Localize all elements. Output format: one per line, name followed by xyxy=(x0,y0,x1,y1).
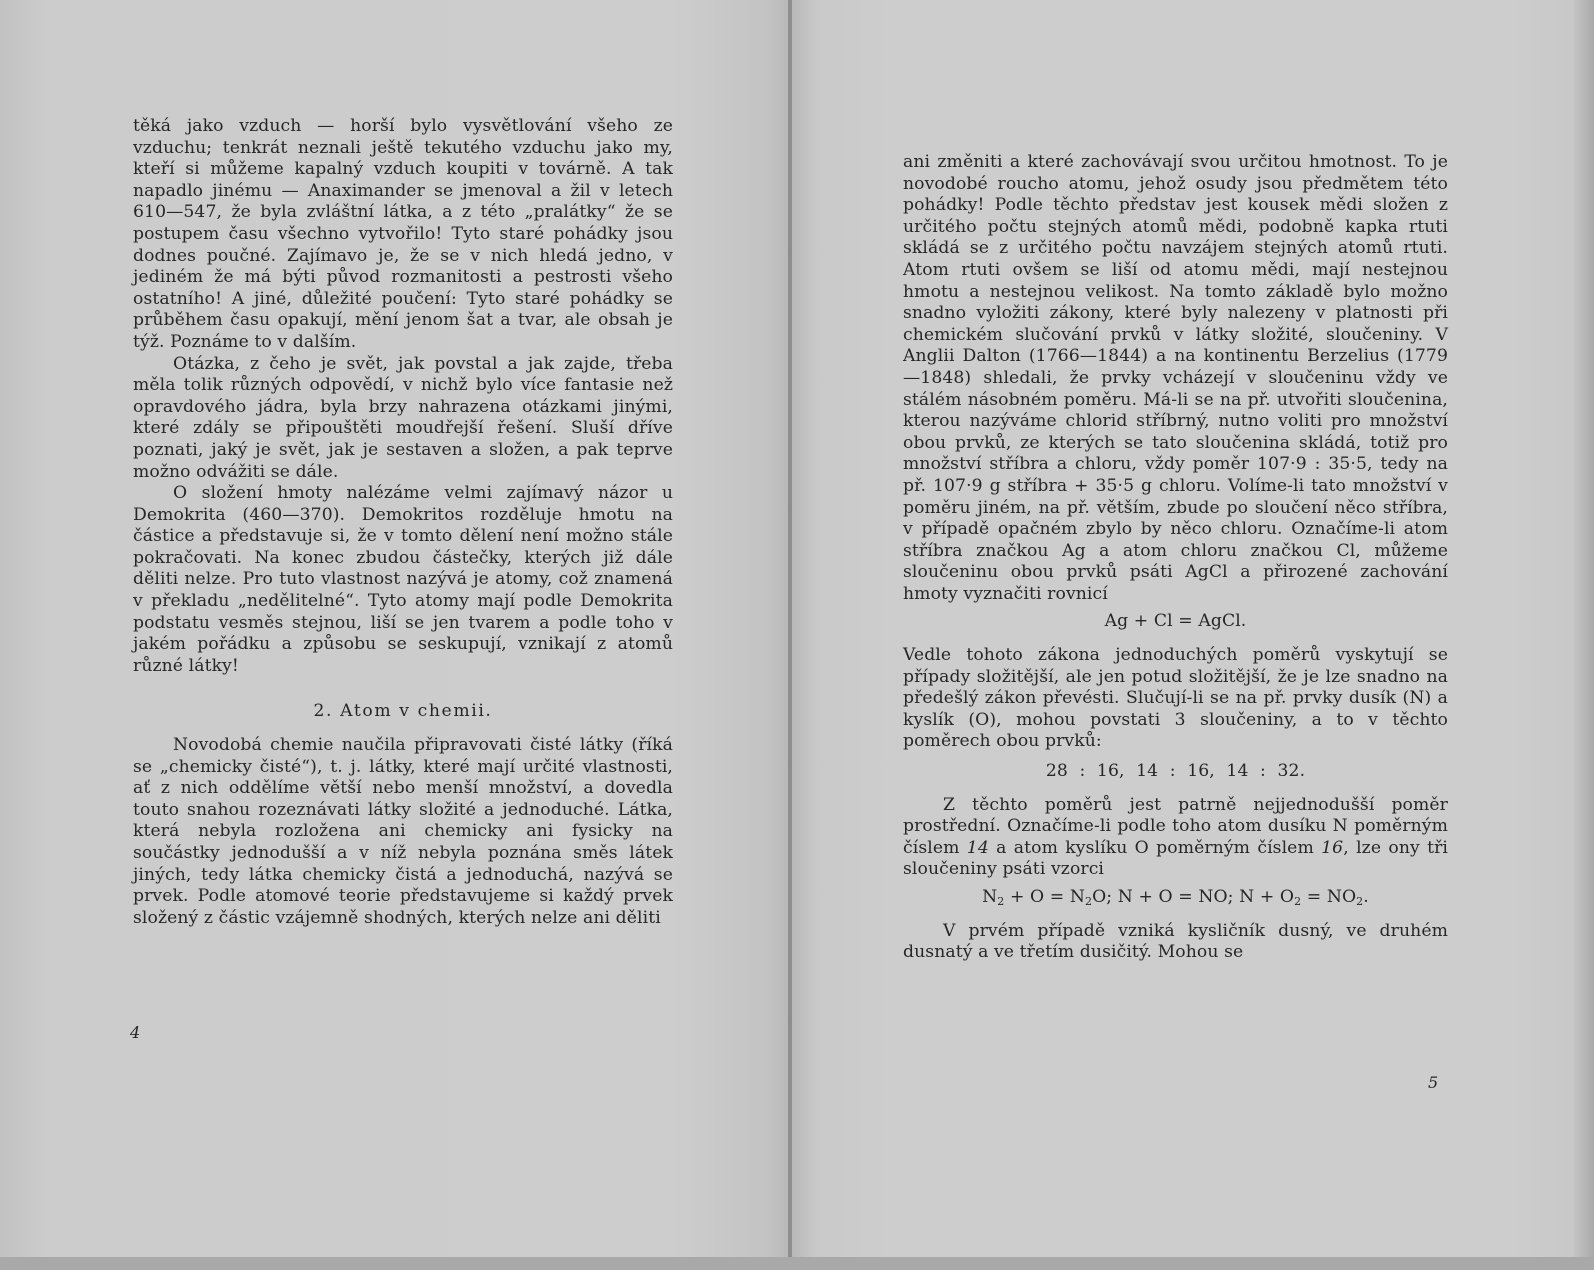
scan-bottom-edge xyxy=(0,1257,1594,1270)
page-number: 5 xyxy=(1428,1073,1439,1092)
paragraph-part: , lze ony tři sloučeniny psáti vzorci xyxy=(903,837,1448,880)
page-number: 4 xyxy=(130,1023,141,1042)
paragraph-part: a atom kyslíku O poměrným číslem xyxy=(988,837,1322,858)
paragraph: Otázka, z čeho je svět, jak povstal a jak zajde, třeba měla tolik různých odpovědí, v nichž bylo více fantasie než opravdového jádra, byla brzy nahrazena otázkami jinými, které zdály se připouštěti moudřejší řešení. Sluší dříve poznati, jaký je svět, jak je sestaven a složen, a pak teprve možno odvážiti se dále. xyxy=(133,353,673,482)
paragraph-part: Z těchto poměrů jest patrně nejjednodušší poměr prostřední. Označíme-li podle toho atom dusíku N poměrným číslem xyxy=(903,794,1448,858)
paragraph xyxy=(903,795,1448,881)
number-16: 16 xyxy=(1321,837,1344,858)
paragraph: ani změniti a které zachovávají svou určitou hmotnost. To je novodobé roucho atomu, jehož osudy jsou předmětem této pohádky! Podle těchto představ jest kousek mědi složen z určitého počtu stejných atomů mědi, podobně kapka rtuti skládá se z určitého počtu navzájem stejných atomů rtuti. Atom rtuti ovšem se liší od atomu mědi, mají nestejnou hmotu a nestejnou velikost. Na tomto základě bylo možno snadno vyložiti zákony, které byly nalezeny v platnosti při chemickém slučování prvků v látky složité, sloučeniny. V Anglii Dalton (1766—1844) a na kontinentu Berzelius (1779—1848) shledali, že prvky vcházejí v sloučeninu vždy ve stálém násobném poměru. Má-li se na př. utvořiti sloučenina, kterou nazýváme chlorid stříbrný, nutno voliti pro množství obou prvků, ze kterých se tato sloučenina skládá, totiž pro množství stříbra a chloru, vždy poměr 107·9 : 35·5, tedy na př. 107·9 g stříbra + 35·5 g chloru. Volíme-li tato množství v poměru jiném, na př. větším, zbude po sloučení něco stříbra, v případě opačném zbylo by něco chloru. Označíme-li atom stříbra značkou Ag a atom chloru značkou Cl, můžeme sloučeninu obou prvků psáti AgCl a přirozené zachování hmoty vyznačiti rovnicí xyxy=(903,152,1448,604)
number-14: 14 xyxy=(966,837,989,858)
paragraph: těká jako vzduch — horší bylo vysvětlování všeho ze vzduchu; tenkrát neznali ještě tekutého vzduchu jako my, kteří si můžeme kapalný vzduch koupiti v továrně. A tak napadlo jinému — Anaximander se jmenoval a žil v letech 610—547, že byla zvláštní látka, a z této „pralátky“ že se postupem času všechno vytvořilo! Tyto staré pohádky jsou dodnes poučné. Zajímavo je, že se v nich hledá jedno, v jediném že má býti původ rozmanitosti a pestrosti všeho ostatního! A jiné, důležité poučení: Tyto staré pohádky se průběhem času opakují, mění jenom šat a tvar, ale obsah je týž. Poznáme to v dalším. xyxy=(133,116,673,352)
equation: Ag + Cl = AgCl. xyxy=(1104,611,1247,632)
page-edge xyxy=(1574,0,1594,1270)
ratio-list: 28 : 16, 14 : 16, 14 : 32. xyxy=(1045,761,1306,782)
book-gutter xyxy=(788,0,792,1270)
left-page-text xyxy=(133,116,673,929)
paragraph: Vedle tohoto zákona jednoduchých poměrů vyskytují se případy složitější, ale jen potud složitější, že je lze snadno na předešlý zákon převésti. Slučují-li se na př. prvky dusík (N) a kyslík (O), mohou povstati 3 sloučeniny, a to v těchto poměrech obou prvků: xyxy=(903,645,1448,752)
nitrogen-oxides-equation: $N_2 + O = N_2O$; N + O = NO; $N + O_2 = NO_2$. xyxy=(982,887,1369,908)
paragraph: Novodobá chemie naučila připravovati čisté látky (říká se „chemicky čisté“), t. j. látky, které mají určité vlastnosti, ať z nich oddělíme větší nebo menší množství, a dovedla touto snahou rozeznávati látky složité a jednoduché. Látka, která nebyla rozložena ani chemicky ani fysicky na součástky jednodušší a v níž nebyla poznána směs látek jiných, tedy látka chemicky čistá a jednoduchá, nazývá se prvek. Podle atomové teorie představujeme si každý prvek složený z částic vzájemně shodných, kterých nelze ani děliti xyxy=(133,735,673,928)
paragraph: O složení hmoty nalézáme velmi zajímavý názor u Demokrita (460—370). Demokritos rozděluje hmotu na částice a představuje si, že v tomto dělení není možno stále pokračovati. Na konec zbudou částečky, kterých již dále děliti nelze. Pro tuto vlastnost nazývá je atomy, což znamená v překladu „nedělitelné“. Tyto atomy mají podle Demokrita podstatu vesměs stejnou, liší se jen tvarem a podle toho v jakém pořádku a způsobu se seskupují, vznikají z atomů různé látky! xyxy=(133,483,673,676)
paragraph: V prvém případě vzniká kysličník dusný, ve druhém dusnatý a ve třetím dusičitý. Mohou se xyxy=(903,920,1448,963)
right-page-text xyxy=(903,152,1448,964)
section-heading: 2. Atom v chemii. xyxy=(313,701,493,722)
